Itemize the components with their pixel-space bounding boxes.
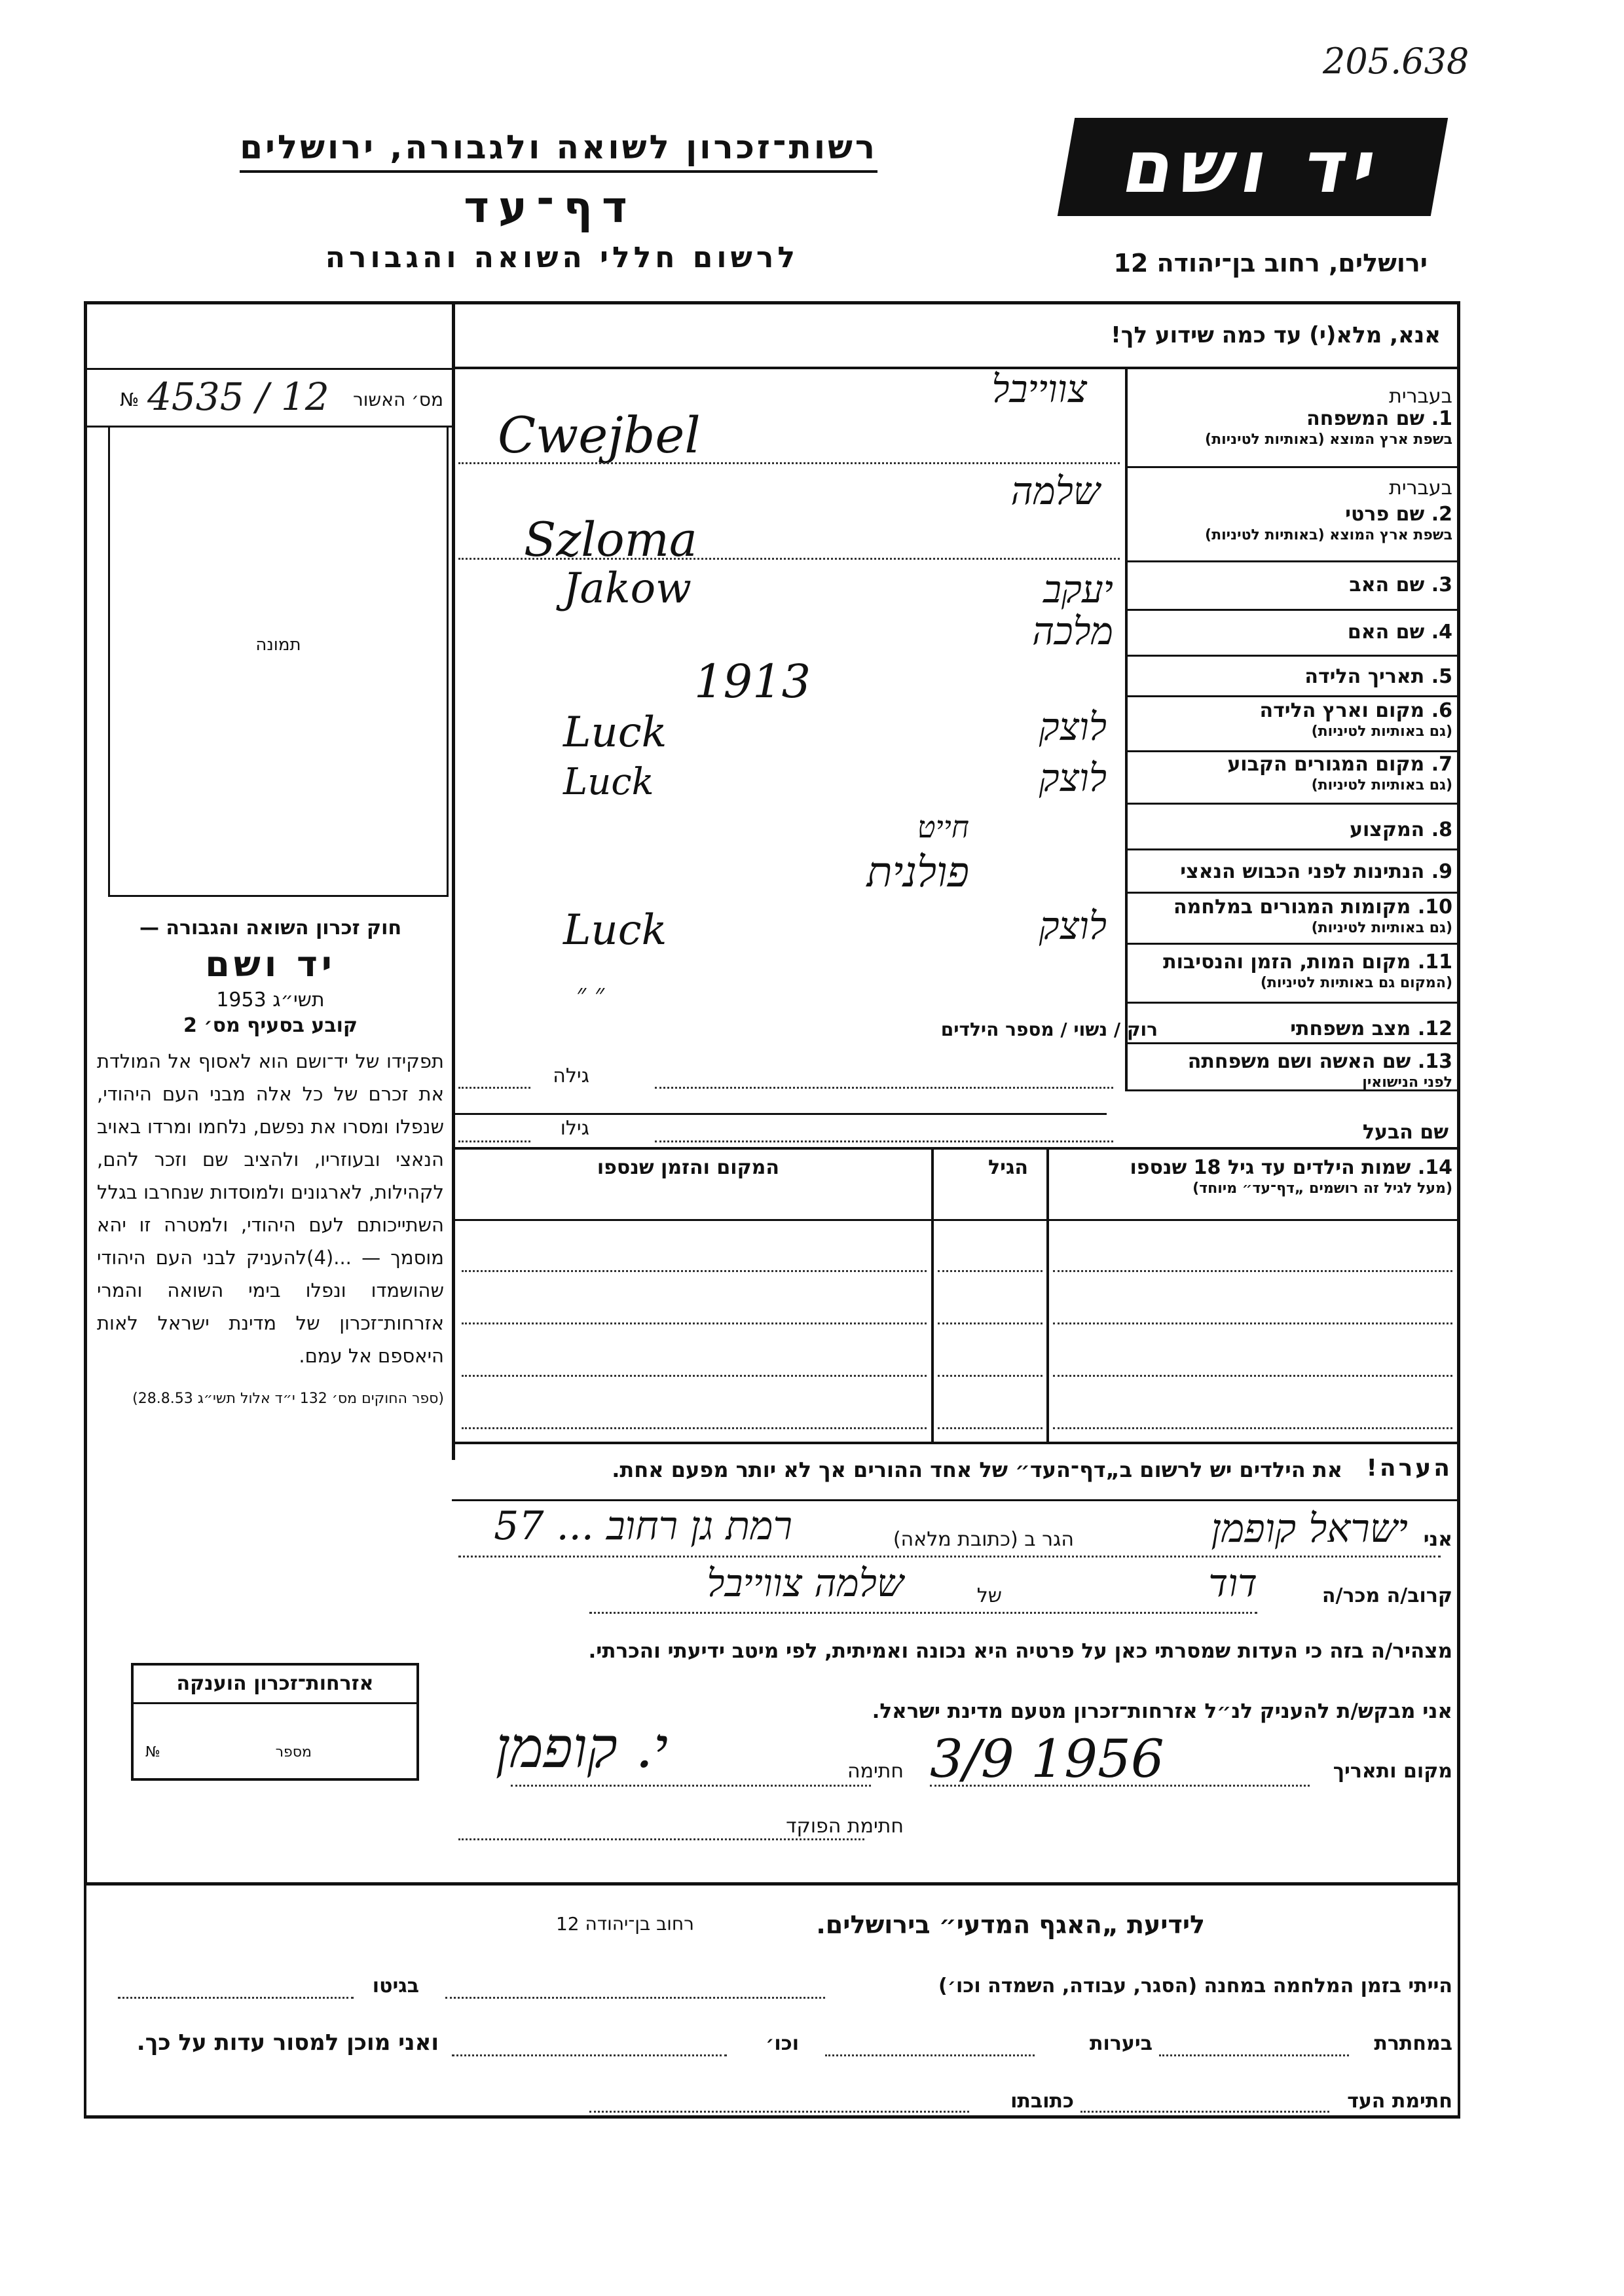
- photo-box: [108, 426, 449, 897]
- form-subtitle: לרשום חללי השואה והגבורה: [325, 241, 799, 274]
- f1-lang: בעברית: [1389, 385, 1452, 408]
- decl-statement: מצהיר/ה בזה כי העדות שמסרתי כאן על פרטיה היא נכונה ואמיתית, לפי מיטב ידיעתי והכרתי.: [588, 1639, 1452, 1663]
- footer-heading: לידיעת „האגף המדעי״ בירושלים.: [816, 1910, 1205, 1939]
- citizenship-box: אזרחות־זכרון הוענקה № מספר: [131, 1663, 419, 1781]
- yad-vashem-logo: [1058, 118, 1448, 216]
- decl-officer-label: חתימת הפוקד: [786, 1815, 904, 1838]
- f1-hebrew-value: צווייבל: [991, 367, 1087, 411]
- f11-label: 11. מקום המות, הזמן והנסיבות (המקום גם באותיות לטיניות): [1163, 951, 1452, 991]
- f7-hebrew-value: לוצק: [1039, 756, 1107, 800]
- f8-value: חייט: [917, 809, 969, 845]
- f1-latin-value: Cwejbel: [498, 406, 701, 464]
- footer-underground-label: במחתרת: [1374, 2032, 1452, 2055]
- law-section: [97, 917, 444, 1407]
- f6-label: 6. מקום וארץ הלידה (גם באותיות לטיניות): [1259, 699, 1452, 740]
- husband-label: שם הבעל: [1362, 1121, 1449, 1144]
- f11-value: ״ ״: [576, 979, 605, 1009]
- f7-label: 7. מקום המגורים הקבוע (גם באותיות לטיניות): [1227, 753, 1452, 793]
- f13-label: 13. שם האשה ושם משפחתה לפני הנישואין: [1187, 1050, 1452, 1091]
- footer-etc-label: וכו׳: [766, 2032, 799, 2055]
- photo-label: תמונה: [255, 635, 301, 655]
- law-body: תפקידו של יד־ושם הוא לאסוף אל המולדת את זכרם של כל אלה מבני העם היהודי, שנפלו ומסרו את נפשם, נלחמו ומרדו באויב הנאצי ובעוזריו, ולהציב שם וזכר להם, לקהילות, לארגונים ולמוסדות שנחרבו בגלל השתייכותם לעם היהודי, ולמטרה זו יהא מוסמך — ...(4)להעניק לבני העם היהודי שהושמדו ונפלו בימי השואה והמרי אזרחות־זכרון של מדינת ישראל לאות היאספם אל עמם.: [97, 1050, 444, 1367]
- law-year: 1953: [216, 989, 267, 1011]
- decl-relative-value: דוד: [1208, 1561, 1257, 1605]
- f4-label: 4. שם האם: [1347, 621, 1452, 644]
- f7-latin-value: Luck: [563, 761, 654, 803]
- f9-label: 9. הנתינות לפני הכבוש הנאצי: [1180, 860, 1452, 883]
- decl-relative-label: קרוב/ה מכר/ה: [1321, 1584, 1452, 1607]
- logo-text: יד ושם: [1116, 125, 1389, 209]
- decl-resides-label: הגר ב (כתובת מלאה): [893, 1528, 1074, 1551]
- law-year-heb: תשי״ג: [272, 989, 325, 1011]
- registration-number: 4535 / 12: [147, 374, 329, 419]
- citizenship-number-label: מספר: [275, 1744, 312, 1760]
- f9-value: פולנית: [866, 848, 969, 897]
- decl-signature-label: חתימה: [847, 1760, 904, 1783]
- f8-label: 8. המקצוע: [1349, 818, 1452, 841]
- registration-row: № 4535 / 12 מס׳ האשור: [120, 374, 443, 419]
- decl-address-value: רמת גן רחוב ... 57: [494, 1503, 792, 1549]
- decl-request: אני מבקש/ת להעניק לנ״ל אזרחות־זכרון מטעם מדינת ישראל.: [872, 1700, 1452, 1723]
- footer-forests-label: ביערות: [1090, 2032, 1153, 2055]
- decl-signature-value: י. קופמן: [495, 1715, 668, 1781]
- husband-age-label: גילו: [560, 1117, 589, 1140]
- f2-lang: בעברית: [1389, 477, 1452, 500]
- f10-label: 10. מקומות המגורים במלחמה (גם באותיות לטיניות): [1173, 896, 1452, 936]
- f10-latin-value: Luck: [563, 906, 667, 955]
- note-label: הערה!: [1366, 1455, 1452, 1482]
- f5-label: 5. תאריך הלידה: [1304, 665, 1452, 688]
- f2-hebrew-value: שלמה: [1010, 469, 1100, 513]
- law-name: יד ושם: [205, 943, 336, 985]
- f2-label: 2. שם פרטי בשפת ארץ המוצא (באותיות לטיניות): [1205, 503, 1452, 543]
- footer-box: [84, 1883, 1460, 2119]
- f3-latin-value: Jakow: [563, 564, 692, 613]
- children-age-col: הגיל: [988, 1156, 1028, 1179]
- citizenship-title: אזרחות־זכרון הוענקה: [134, 1666, 416, 1704]
- f6-latin-value: Luck: [563, 708, 667, 757]
- authority-title: רשות־זכרון לשואה ולגבורה, ירושלים: [240, 128, 877, 173]
- f1-label: 1. שם המשפחה בשפת ארץ המוצא (באותיות לטיניות): [1205, 407, 1452, 448]
- footer-witness-signature-label: חתימת העד: [1347, 2090, 1452, 2113]
- f5-value: 1913: [694, 655, 811, 708]
- decl-i-label: אני: [1423, 1528, 1452, 1551]
- children-label: 14. שמות הילדים עד גיל 18 שנספו (מעל לגיל זה רושמים „דף־עד״ מיוחד): [1130, 1156, 1452, 1197]
- f4-hebrew-value: מלכה: [1032, 609, 1113, 653]
- decl-place-date-value: 3/9 1956: [930, 1728, 1164, 1789]
- law-citation: (ספר החוקים מס׳ 132 י״ד אלול תשי״ג 28.8.53): [132, 1391, 444, 1407]
- f3-hebrew-value: יעקב: [1043, 567, 1113, 611]
- f12-options: רוק / נשוי / מספר הילדים: [940, 1019, 1158, 1040]
- decl-place-date-label: מקום ותאריך: [1333, 1760, 1452, 1783]
- note-text: את הילדים יש לרשום ב„דף־העד״ של אחד ההורים אך לא יותר מפעם אחת.: [612, 1457, 1342, 1482]
- footer-address: רחוב בן־יהודה 12: [555, 1913, 694, 1935]
- f12-label: 12. מצב משפחתי: [1290, 1017, 1452, 1040]
- children-place-col: המקום והזמן שנספו: [597, 1156, 779, 1179]
- header-address: ירושלים, רחוב בן־יהודה 12: [1113, 249, 1428, 278]
- decl-of-value: שלמה צווייבל: [707, 1561, 904, 1605]
- f2-latin-value: Szloma: [524, 512, 697, 567]
- form-title: דף־עד: [464, 182, 637, 232]
- footer-camp-label: הייתי בזמן המלחמה במחנה (הסגר, עבודה, השמדה וכו׳): [938, 1975, 1452, 1997]
- decl-of-label: של: [976, 1584, 1002, 1607]
- footer-testify-label: ואני מוכן למסור עדות על כך.: [136, 2030, 439, 2056]
- archive-number: 205.638: [1323, 41, 1469, 82]
- footer-witness-address-label: כתובתו: [1010, 2090, 1074, 2113]
- f6-hebrew-value: לוצק: [1039, 704, 1107, 749]
- law-title: חוק זכרון השואה והגבורה —: [139, 917, 402, 939]
- registration-label: מס׳ האשור: [352, 389, 443, 410]
- law-section-ref: קובע בסעיף מס׳ 2: [183, 1014, 358, 1037]
- f13-age-label: גילה: [553, 1065, 589, 1087]
- f3-label: 3. שם האב: [1349, 574, 1452, 596]
- footer-ghetto-label: בגיטו: [372, 1975, 419, 1997]
- instruction: אנא, מלא(י) עד כמה שידוע לך!: [1111, 322, 1441, 348]
- f10-hebrew-value: לוצק: [1039, 903, 1107, 948]
- decl-i-value: ישראל קופמן: [1211, 1506, 1408, 1552]
